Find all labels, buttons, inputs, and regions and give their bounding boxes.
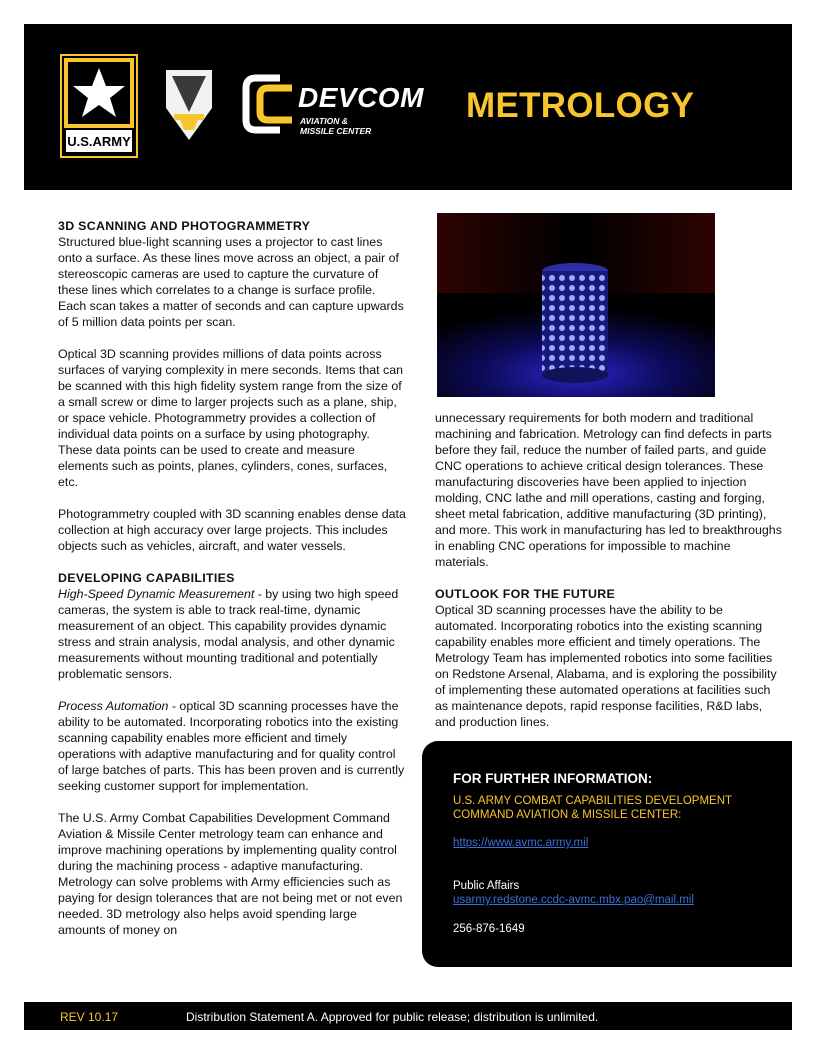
devcom-sub-line1: AVIATION & xyxy=(300,116,348,126)
right-column xyxy=(435,410,785,746)
email-link[interactable]: usarmy.redstone.ccdc-avmc.mbx.pao@mail.mil xyxy=(453,894,694,906)
public-affairs-label: Public Affairs xyxy=(453,880,520,892)
section-heading-scanning: 3D SCANNING AND PHOTOGRAMMETRY xyxy=(58,219,311,233)
left-column xyxy=(58,218,406,954)
paragraph xyxy=(58,698,406,794)
svg-text:U.S.ARMY: U.S.ARMY xyxy=(67,134,131,149)
revision-label: REV 10.17 xyxy=(60,1010,119,1024)
paragraph: Photogrammetry coupled with 3D scanning enables dense data collection at high accuracy over large projects. This includes objects such as vehicles, aircraft, and water vessels. xyxy=(58,507,406,553)
paragraph: Optical 3D scanning processes have the ability to be automated. Incorporating robotics into the existing scanning capability enables more efficient and timely operations. The Metrology Team has implemented robotics into some facilities on Redstone Arsenal, Alabama, and is exploring the possibility of implementing these automated operations at facilities such as maintenance depots, rapid response facilities, R&D labs, and production lines. xyxy=(435,603,777,729)
paragraph-body: - by using two high speed cameras, the system is able to track real-time, dynamic measurement of an object. This capability provides dynamic stress and strain analysis, modal analysis, and other dynamic measurements without mounting traditional and potentially problematic sensors. xyxy=(58,587,399,681)
paragraph-body: - optical 3D scanning processes have the ability to be automated. Incorporating robotics into the existing scanning capability enables more efficient and timely operations with adaptive manufacturing and for quality control of large batches of parts. This has been proven and is currently seeking customer support for implementation. xyxy=(58,699,405,793)
paragraph xyxy=(58,586,406,682)
page-title: METROLOGY xyxy=(466,86,695,125)
devcom-sub-line2: MISSILE CENTER xyxy=(300,126,372,136)
footer-bar xyxy=(24,1002,792,1030)
paragraph-lead: High-Speed Dynamic Measurement xyxy=(58,587,255,601)
paragraph-lead: Process Automation xyxy=(58,699,169,713)
section-heading-capabilities: DEVELOPING CAPABILITIES xyxy=(58,571,235,585)
phone-number: 256-876-1649 xyxy=(453,923,525,935)
devcom-name: DEVCOM xyxy=(298,82,424,113)
contact-info-box xyxy=(422,741,792,967)
website-link[interactable]: https://www.avmc.army.mil xyxy=(453,837,589,849)
devcom-c-icon xyxy=(240,72,300,136)
paragraph: unnecessary requirements for both modern and traditional machining and fabrication. Metrology can find defects in parts before they fail, reduce the number of failed parts, and guide CNC operations to achieve critical design tolerances. These manufacturing discoveries have been applied to injection molding, CNC lathe and mill operations, casting and forging, sheet metal fabrication, additive manufacturing (3D printing), and more. This work in manufacturing has led to breakthroughs in enabling CNC operations for impossible to machine materials. xyxy=(435,411,782,569)
distribution-statement: Distribution Statement A. Approved for public release; distribution is unlimited. xyxy=(186,1010,599,1024)
anvil-shield-icon xyxy=(162,68,216,142)
paragraph: Optical 3D scanning provides millions of data points across surfaces of varying complexity in mere seconds. Items that can be scanned with this high fidelity system range from the size of a small screw or dime to larger projects such as a plane, ship, or space vehicle. Photogrammetry provides a collection of individual data points on a surface by using photography. These data points can be used to create and measure elements such as points, planes, cylinders, cones, surfaces, etc. xyxy=(58,347,404,489)
paragraph: The U.S. Army Combat Capabilities Development Command Aviation & Missile Center metrology team can enhance and improve machining operations by implementing quality control during the machining process - adaptive manufacturing. Metrology can solve problems with Army efficiencies such as paying for design tolerances that are not being met or not even needed. 3D metrology also helps avoid spending large amounts of money on xyxy=(58,811,403,937)
paragraph: Structured blue-light scanning uses a projector to cast lines onto a surface. As these lines move across an object, a pair of stereoscopic cameras are used to capture the curvature of these lines which correlates to a change is surface profile. Each scan takes a matter of seconds and can capture upwards of 5 million data points per scan. xyxy=(58,235,404,329)
devcom-logo xyxy=(240,70,440,144)
scanned-part-photo xyxy=(437,213,715,397)
section-heading-outlook: OUTLOOK FOR THE FUTURE xyxy=(435,587,616,601)
us-army-logo xyxy=(60,54,138,158)
devcom-subtitle xyxy=(300,116,371,136)
header-banner xyxy=(24,24,792,190)
info-heading: FOR FURTHER INFORMATION: xyxy=(453,771,653,786)
info-organization: U.S. ARMY COMBAT CAPABILITIES DEVELOPMENT COMMAND AVIATION & MISSILE CENTER: xyxy=(453,795,732,821)
